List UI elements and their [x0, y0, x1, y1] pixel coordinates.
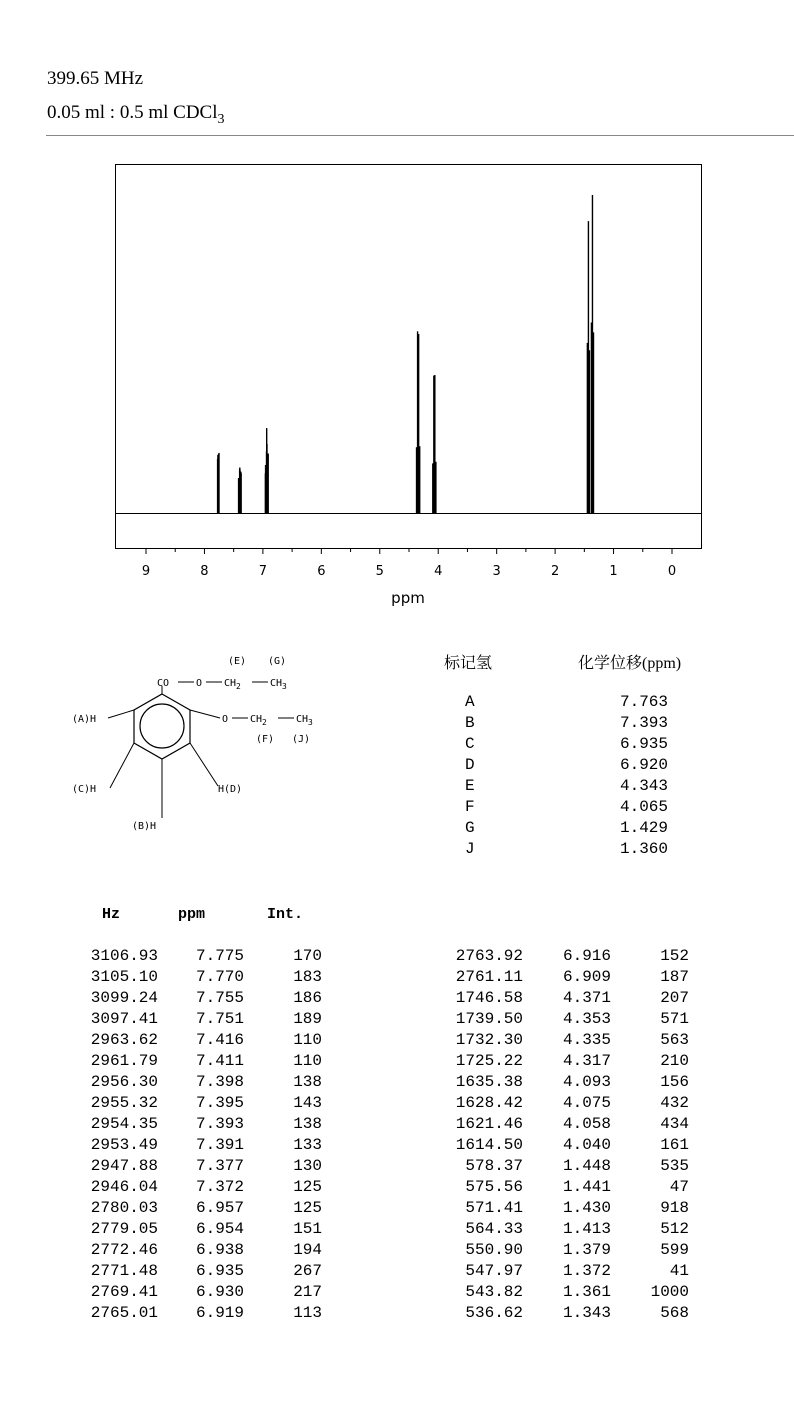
shift-row-label: C	[465, 735, 475, 753]
peak-hz-cell: 2771.48	[90, 1262, 158, 1280]
peak-ppm-cell: 4.093	[562, 1073, 611, 1091]
peak-int-cell: 41	[669, 1262, 689, 1280]
ch3-g-text: CH	[270, 678, 283, 689]
peak-hz-cell: 1739.50	[455, 1010, 523, 1028]
bond-ring-hd	[190, 743, 218, 786]
peak-hz-cell: 2947.88	[90, 1157, 158, 1175]
x-tick-label: 3	[492, 564, 501, 579]
peak-ppm-cell: 4.040	[562, 1136, 611, 1154]
peak-ppm-cell: 7.411	[195, 1052, 244, 1070]
label-o1: O	[196, 678, 203, 689]
shift-row-label: E	[465, 777, 475, 795]
peak-int-cell: 161	[660, 1136, 689, 1154]
shift-row-label: B	[465, 714, 475, 732]
label-g: (G)	[268, 656, 287, 667]
peak-int-cell: 130	[293, 1157, 322, 1175]
peak-ppm-cell: 6.930	[195, 1283, 244, 1301]
shift-row-label: A	[465, 693, 475, 711]
peak-int-cell: 267	[293, 1262, 322, 1280]
x-tick-label: 9	[141, 564, 151, 579]
peak-ppm-cell: 7.755	[195, 989, 244, 1007]
peak-hz-cell: 547.97	[465, 1262, 523, 1280]
peak-hz-cell: 3099.24	[90, 989, 158, 1007]
peak-int-cell: 170	[293, 947, 322, 965]
peak-int-cell: 183	[293, 968, 322, 986]
peak-header-ppm: ppm	[178, 906, 206, 923]
peak-ppm-cell: 6.935	[195, 1262, 244, 1280]
label-ha: (A)H	[72, 714, 97, 725]
label-co: CO	[157, 678, 170, 689]
x-tick-label: 8	[200, 564, 209, 579]
peak-ppm-cell: 7.393	[195, 1115, 244, 1133]
peak-ppm-cell: 6.919	[195, 1304, 244, 1322]
peak-ppm-cell: 6.909	[562, 968, 611, 986]
bond-ring-hc2	[110, 743, 134, 788]
peak-int-cell: 207	[660, 989, 689, 1007]
peak-int-cell: 535	[660, 1157, 689, 1175]
peak-hz-cell: 1732.30	[455, 1031, 523, 1049]
peak-hz-cell: 2953.49	[90, 1136, 158, 1154]
peak-int-cell: 571	[660, 1010, 689, 1028]
peak-ppm-cell: 6.938	[195, 1241, 244, 1259]
peak-int-cell: 138	[293, 1115, 322, 1133]
shift-row-label: F	[465, 798, 475, 816]
peak-ppm-cell: 4.058	[562, 1115, 611, 1133]
peak-ppm-cell: 1.413	[562, 1220, 611, 1238]
peak-int-cell: 156	[660, 1073, 689, 1091]
shift-row-value: 1.429	[620, 819, 669, 837]
shift-col-value-header: 化学位移(ppm)	[578, 655, 682, 672]
label-hc: (C)H	[72, 784, 97, 795]
peak-ppm-cell: 1.441	[562, 1178, 611, 1196]
peak-hz-cell: 3105.10	[90, 968, 158, 986]
x-tick-label: 5	[375, 564, 384, 579]
peak-hz-cell: 536.62	[465, 1304, 523, 1322]
shift-row-value: 4.343	[620, 777, 669, 795]
peak-int-cell: 125	[293, 1199, 322, 1217]
peak-int-cell: 210	[660, 1052, 689, 1070]
peak-hz-cell: 2780.03	[90, 1199, 158, 1217]
shift-row-label: D	[465, 756, 475, 774]
label-hb: (B)H	[132, 821, 157, 832]
label-ch2-e	[224, 678, 241, 691]
peak-header-hz: Hz	[102, 906, 121, 923]
peaks-group	[218, 195, 594, 513]
peak-int-cell: 47	[669, 1178, 689, 1196]
shift-row-label: J	[465, 840, 475, 858]
peak-int-cell: 110	[293, 1052, 322, 1070]
shift-row-value: 6.920	[620, 756, 669, 774]
x-tick-label: 6	[317, 564, 326, 579]
peak-ppm-cell: 7.398	[195, 1073, 244, 1091]
x-tick-label: 2	[550, 564, 560, 579]
ch2-e-text: CH	[224, 678, 237, 689]
peak-ppm-cell: 4.335	[562, 1031, 611, 1049]
chemical-structure	[60, 650, 360, 850]
peak-ppm-cell: 1.361	[562, 1283, 611, 1301]
peak-ppm-cell: 1.372	[562, 1262, 611, 1280]
peak-ppm-cell: 7.416	[195, 1031, 244, 1049]
ch3-g-sub: 3	[282, 682, 287, 691]
peak-int-cell: 194	[293, 1241, 322, 1259]
peak-int-cell: 568	[660, 1304, 689, 1322]
peak-ppm-cell: 1.430	[562, 1199, 611, 1217]
x-tick-label: 4	[434, 564, 443, 579]
peak-hz-cell: 571.41	[465, 1199, 523, 1217]
label-ch2-f	[250, 714, 267, 727]
peak-hz-cell: 2765.01	[90, 1304, 158, 1322]
x-tick-label: 1	[609, 564, 618, 579]
peak-ppm-cell: 4.371	[562, 989, 611, 1007]
peak-int-cell: 599	[660, 1241, 689, 1259]
label-e: (E)	[228, 656, 247, 667]
peak-ppm-cell: 7.770	[195, 968, 244, 986]
peak-int-cell: 138	[293, 1073, 322, 1091]
shift-row-value: 7.393	[620, 714, 669, 732]
x-tick-label: 0	[667, 564, 677, 579]
peak-hz-cell: 1614.50	[455, 1136, 523, 1154]
peak-int-cell: 434	[660, 1115, 689, 1133]
label-j: (J)	[292, 734, 311, 745]
ch2-f-text: CH	[250, 714, 263, 725]
peak-hz-cell: 564.33	[465, 1220, 523, 1238]
peak-hz-cell: 2961.79	[90, 1052, 158, 1070]
peak-ppm-cell: 1.343	[562, 1304, 611, 1322]
solvent-subscript: 3	[217, 111, 225, 127]
peak-ppm-cell: 4.317	[562, 1052, 611, 1070]
peak-int-cell: 125	[293, 1178, 322, 1196]
spectrometer-frequency: 399.65 MHz	[47, 68, 144, 89]
peak-int-cell: 143	[293, 1094, 322, 1112]
peak-hz-cell: 2955.32	[90, 1094, 158, 1112]
peak-hz-cell: 550.90	[465, 1241, 523, 1259]
peak-ppm-cell: 7.391	[195, 1136, 244, 1154]
ch3-j-text: CH	[296, 714, 309, 725]
peak-ppm-cell: 6.957	[195, 1199, 244, 1217]
peak-hz-cell: 2954.35	[90, 1115, 158, 1133]
peak-int-cell: 151	[293, 1220, 322, 1238]
peak-hz-cell: 2772.46	[90, 1241, 158, 1259]
x-tick-label: 7	[258, 564, 268, 579]
peak-ppm-cell: 7.372	[195, 1178, 244, 1196]
peak-int-cell: 432	[660, 1094, 689, 1112]
label-o2: O	[222, 714, 229, 725]
peak-ppm-cell: 7.775	[195, 947, 244, 965]
ch3-j-sub: 3	[308, 718, 313, 727]
x-axis-label: ppm	[391, 589, 425, 607]
peak-ppm-cell: 6.916	[562, 947, 611, 965]
peak-int-cell: 187	[660, 968, 689, 986]
peak-ppm-cell: 7.395	[195, 1094, 244, 1112]
bond-ring-o2	[190, 710, 220, 718]
peak-ppm-cell: 6.954	[195, 1220, 244, 1238]
shift-row-value: 1.360	[620, 840, 669, 858]
peak-header-int: Int.	[267, 906, 304, 923]
peak-hz-cell: 575.56	[465, 1178, 523, 1196]
peak-hz-cell: 3106.93	[90, 947, 158, 965]
nmr-spectrum-chart	[0, 0, 794, 620]
peak-hz-cell: 1621.46	[455, 1115, 523, 1133]
peak-hz-cell: 1725.22	[455, 1052, 523, 1070]
peak-hz-cell: 543.82	[465, 1283, 523, 1301]
peak-hz-cell: 2779.05	[90, 1220, 158, 1238]
peak-int-cell: 152	[660, 947, 689, 965]
solvent-text: 0.05 ml : 0.5 ml CDCl	[47, 102, 218, 123]
peak-hz-cell: 2763.92	[455, 947, 523, 965]
peak-ppm-cell: 1.379	[562, 1241, 611, 1259]
peak-ppm-cell: 7.377	[195, 1157, 244, 1175]
peak-hz-cell: 1746.58	[455, 989, 523, 1007]
bond-ring-ha	[108, 710, 134, 718]
peak-ppm-cell: 7.751	[195, 1010, 244, 1028]
shift-row-value: 6.935	[620, 735, 669, 753]
peak-hz-cell: 2761.11	[455, 968, 523, 986]
plot-frame	[116, 165, 702, 549]
peak-int-cell: 217	[293, 1283, 322, 1301]
ch2-e-sub: 2	[236, 682, 241, 691]
peak-hz-cell: 578.37	[465, 1157, 523, 1175]
peak-int-cell: 563	[660, 1031, 689, 1049]
peak-hz-cell: 2956.30	[90, 1073, 158, 1091]
x-axis-ticks	[142, 548, 676, 579]
peak-hz-cell: 2963.62	[90, 1031, 158, 1049]
peak-int-cell: 512	[660, 1220, 689, 1238]
peak-hz-cell: 3097.41	[90, 1010, 158, 1028]
label-ch3-j	[296, 714, 313, 727]
aromatic-circle	[140, 704, 184, 748]
peak-int-cell: 113	[293, 1304, 322, 1322]
peak-ppm-cell: 4.353	[562, 1010, 611, 1028]
shift-row-value: 7.763	[620, 693, 669, 711]
peak-int-cell: 1000	[650, 1283, 689, 1301]
peak-int-cell: 918	[660, 1199, 689, 1217]
shift-row-value: 4.065	[620, 798, 669, 816]
peak-int-cell: 133	[293, 1136, 322, 1154]
ch2-f-sub: 2	[262, 718, 267, 727]
peak-hz-cell: 1635.38	[455, 1073, 523, 1091]
peak-int-cell: 110	[293, 1031, 322, 1049]
shift-row-label: G	[465, 819, 475, 837]
shift-col-label-header: 标记氢	[444, 655, 493, 672]
label-f: (F)	[256, 734, 275, 745]
label-hd: H(D)	[218, 784, 243, 795]
peak-int-cell: 186	[293, 989, 322, 1007]
peak-ppm-cell: 4.075	[562, 1094, 611, 1112]
peak-hz-cell: 1628.42	[455, 1094, 523, 1112]
label-ch3-g	[270, 678, 287, 691]
peak-int-cell: 189	[293, 1010, 322, 1028]
peak-ppm-cell: 1.448	[562, 1157, 611, 1175]
peak-hz-cell: 2946.04	[90, 1178, 158, 1196]
peak-hz-cell: 2769.41	[90, 1283, 158, 1301]
